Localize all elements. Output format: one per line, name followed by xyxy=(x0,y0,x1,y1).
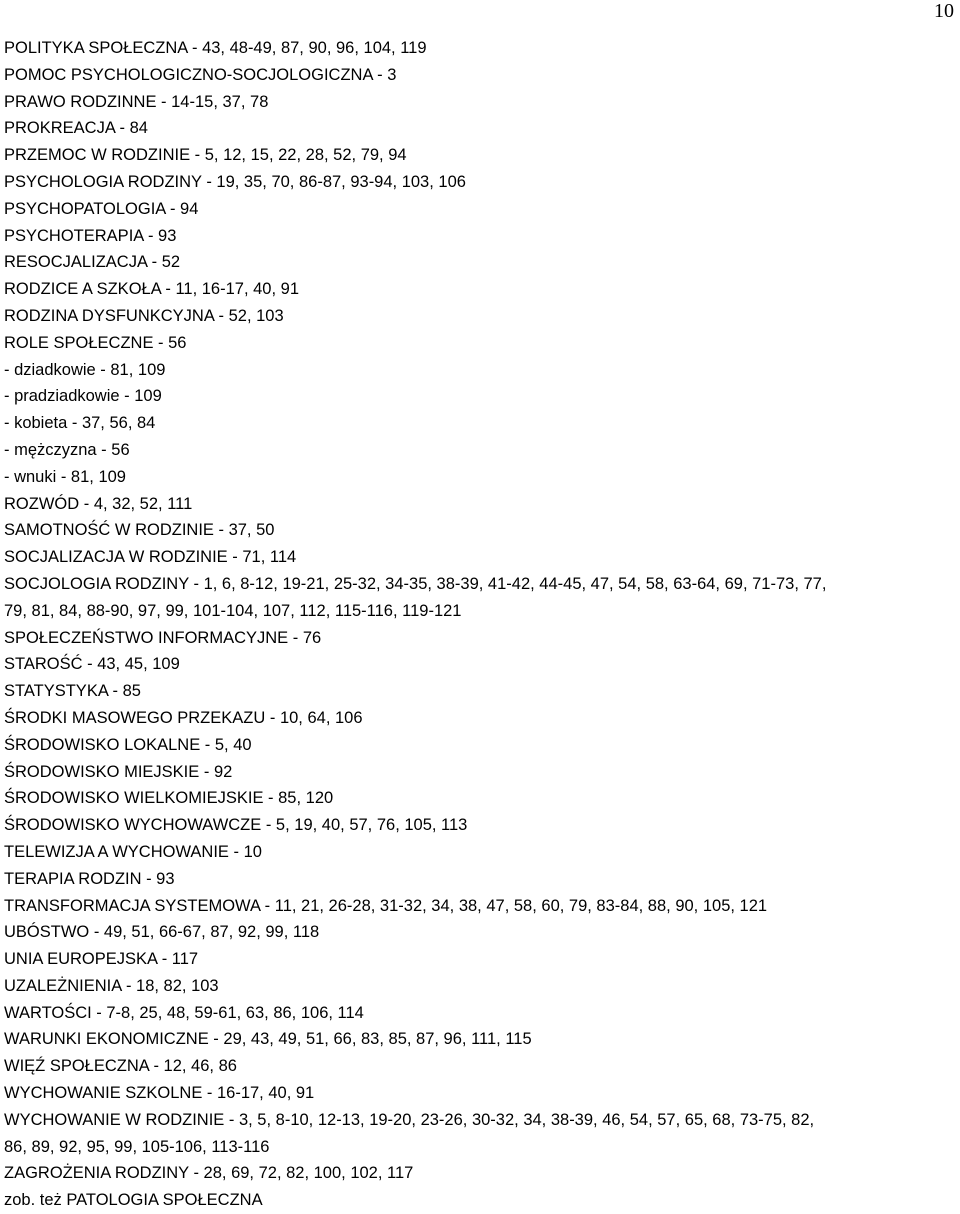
index-entry: - pradziadkowie - 109 xyxy=(4,387,162,406)
index-entry: RODZINA DYSFUNKCYJNA - 52, 103 xyxy=(4,306,284,325)
index-entry: POLITYKA SPOŁECZNA - 43, 48-49, 87, 90, 96, 104, 119 xyxy=(4,39,427,57)
index-entry: ŚRODOWISKO LOKALNE - 5, 40 xyxy=(4,735,252,754)
index-entry: ŚRODOWISKO MIEJSKIE - 92 xyxy=(4,762,233,781)
index-entry: ZAGROŻENIA RODZINY - 28, 69, 72, 82, 100, 102, 117 xyxy=(4,1164,414,1183)
index-entry: TERAPIA RODZIN - 93 xyxy=(4,869,175,888)
index-entry: POMOC PSYCHOLOGICZNO-SOCJOLOGICZNA - 3 xyxy=(4,65,397,84)
index-entry: 79, 81, 84, 88-90, 97, 99, 101-104, 107, 112, 115-116, 119-121 xyxy=(4,601,462,620)
index-entry: zob. też PATOLOGIA SPOŁECZNA xyxy=(4,1191,263,1210)
index-entry: WYCHOWANIE W RODZINIE - 3, 5, 8-10, 12-13, 19-20, 23-26, 30-32, 34, 38-39, 46, 54, 57, 65, 68, 73-75, 82, xyxy=(4,1110,815,1129)
index-entry: SAMOTNOŚĆ W RODZINIE - 37, 50 xyxy=(4,521,275,540)
index-entry: PRAWO RODZINNE - 14-15, 37, 78 xyxy=(4,92,269,111)
index-entry: ROZWÓD - 4, 32, 52, 111 xyxy=(4,494,193,513)
index-entry: - dziadkowie - 81, 109 xyxy=(4,360,166,379)
index-entry: STATYSTYKA - 85 xyxy=(4,682,141,701)
subject-index-list xyxy=(4,35,956,1214)
index-entry: - wnuki - 81, 109 xyxy=(4,467,126,486)
index-entry: PRZEMOC W RODZINIE - 5, 12, 15, 22, 28, 52, 79, 94 xyxy=(4,146,407,165)
index-entry: TELEWIZJA A WYCHOWANIE - 10 xyxy=(4,842,262,861)
index-entry: ŚRODKI MASOWEGO PRZEKAZU - 10, 64, 106 xyxy=(4,708,363,727)
index-entry: WIĘŹ SPOŁECZNA - 12, 46, 86 xyxy=(4,1057,237,1076)
index-entry: ŚRODOWISKO WYCHOWAWCZE - 5, 19, 40, 57, 76, 105, 113 xyxy=(4,816,468,835)
index-entry: RESOCJALIZACJA - 52 xyxy=(4,253,181,272)
index-entry: UBÓSTWO - 49, 51, 66-67, 87, 92, 99, 118 xyxy=(4,923,320,942)
index-entry: SPOŁECZEŃSTWO INFORMACYJNE - 76 xyxy=(4,628,322,647)
index-entry: - mężczyzna - 56 xyxy=(4,440,130,459)
index-entry: PSYCHOTERAPIA - 93 xyxy=(4,226,177,245)
index-entry: ŚRODOWISKO WIELKOMIEJSKIE - 85, 120 xyxy=(4,789,334,808)
index-entry: TRANSFORMACJA SYSTEMOWA - 11, 21, 26-28, 31-32, 34, 38, 47, 58, 60, 79, 83-84, 88, 90, 105, 121 xyxy=(4,896,768,915)
index-entry: SOCJOLOGIA RODZINY - 1, 6, 8-12, 19-21, 25-32, 34-35, 38-39, 41-42, 44-45, 47, 54, 58, 63-64, 69, 71-73, 77, xyxy=(4,574,827,593)
page-number: 10 xyxy=(934,0,954,22)
index-entry: RODZICE A SZKOŁA - 11, 16-17, 40, 91 xyxy=(4,280,300,299)
index-entry: WARUNKI EKONOMICZNE - 29, 43, 49, 51, 66, 83, 85, 87, 96, 111, 115 xyxy=(4,1030,532,1049)
index-entry: PSYCHOLOGIA RODZINY - 19, 35, 70, 86-87, 93-94, 103, 106 xyxy=(4,172,466,191)
index-entry: UZALEŻNIENIA - 18, 82, 103 xyxy=(4,976,219,995)
index-entry: UNIA EUROPEJSKA - 117 xyxy=(4,950,199,969)
index-entry: PROKREACJA - 84 xyxy=(4,119,148,138)
index-entry: ROLE SPOŁECZNE - 56 xyxy=(4,333,187,352)
index-entry: WYCHOWANIE SZKOLNE - 16-17, 40, 91 xyxy=(4,1084,315,1103)
index-entry: 86, 89, 92, 95, 99, 105-106, 113-116 xyxy=(4,1137,270,1156)
index-entry: WARTOŚCI - 7-8, 25, 48, 59-61, 63, 86, 106, 114 xyxy=(4,1003,364,1022)
index-entry: SOCJALIZACJA W RODZINIE - 71, 114 xyxy=(4,548,297,567)
index-entry: PSYCHOPATOLOGIA - 94 xyxy=(4,199,199,218)
index-entry: - kobieta - 37, 56, 84 xyxy=(4,414,156,433)
index-entry: STAROŚĆ - 43, 45, 109 xyxy=(4,655,180,674)
